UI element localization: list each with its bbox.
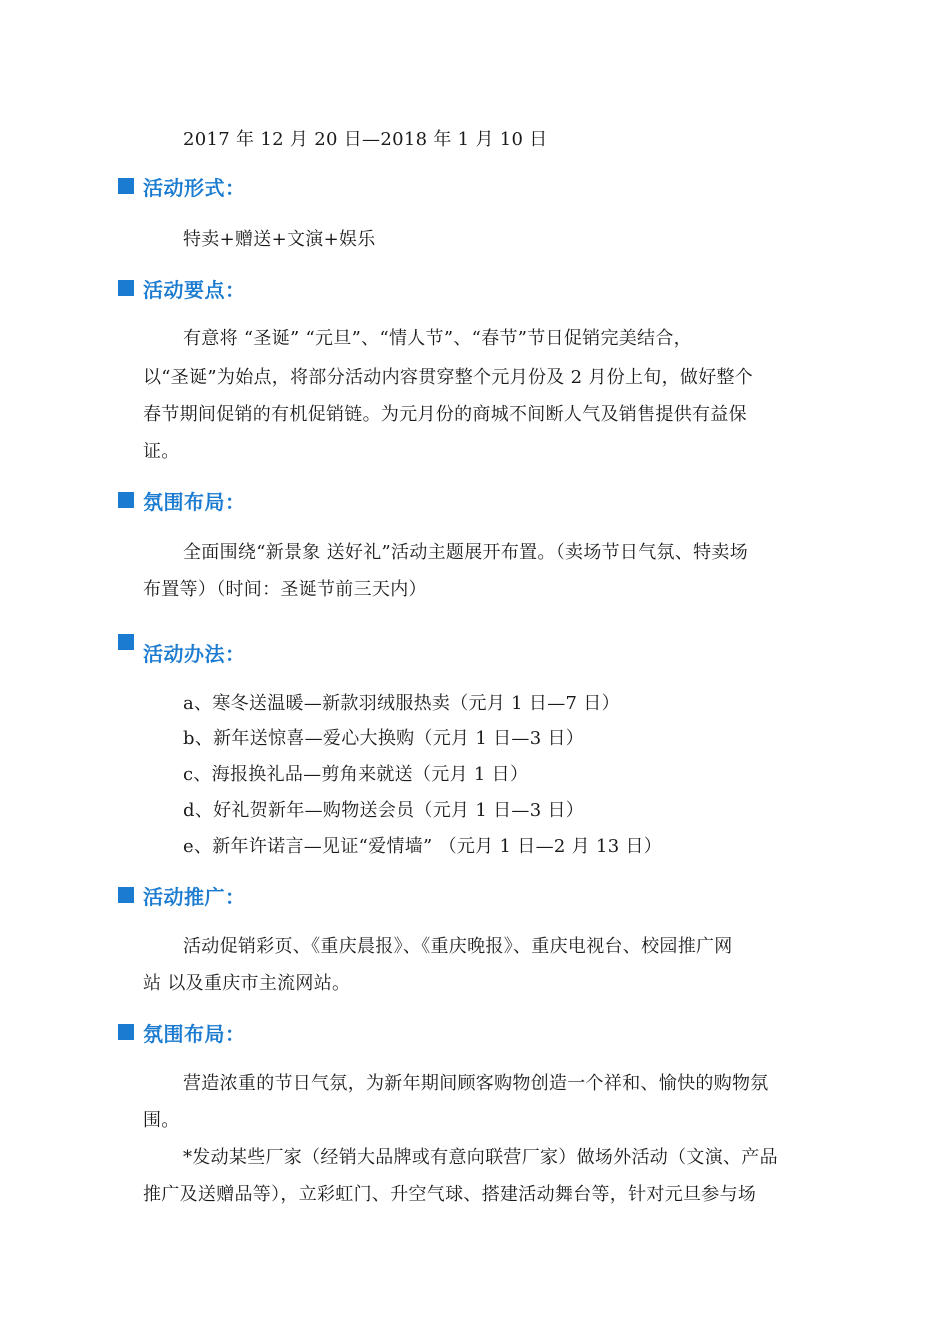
list-item: b、新年送惊喜—爱心大换购（元月 1 日—3 日） bbox=[183, 728, 585, 749]
list-item: a、寒冬送温暖—新款羽绒服热卖（元月 1 日—7 日） bbox=[183, 693, 620, 714]
section-title: 活动形式： bbox=[143, 175, 246, 200]
section-text-line: 布置等）（时间：圣诞节前三天内） bbox=[143, 579, 427, 600]
section-text-line: *发动某些厂家（经销大品牌或有意向联营厂家）做场外活动（文演、产品 bbox=[183, 1147, 778, 1168]
square-bullet-icon bbox=[118, 887, 134, 903]
square-bullet-icon bbox=[118, 280, 134, 296]
square-bullet-icon bbox=[118, 178, 134, 194]
section-text-line: 证。 bbox=[143, 441, 180, 462]
square-bullet-icon bbox=[118, 1024, 134, 1040]
section-title: 活动推广： bbox=[143, 884, 246, 909]
section-title: 氛围布局： bbox=[143, 1021, 246, 1046]
list-item: e、新年许诺言—见证“爱情墙” （元月 1 日—2 月 13 日） bbox=[183, 836, 663, 857]
section-title: 活动要点： bbox=[143, 277, 246, 302]
section-heading-activity-methods bbox=[118, 638, 246, 666]
section-text-line: 以“圣诞”为始点，将部分活动内容贯穿整个元月份及 2 月份上旬，做好整个 bbox=[143, 367, 754, 388]
section-text-line: 春节期间促销的有机促销链。为元月份的商城不间断人气及销售提供有益保 bbox=[143, 404, 747, 425]
section-heading-activity-points bbox=[118, 274, 246, 302]
section-text-line: 活动促销彩页、《重庆晨报》、《重庆晚报》、重庆电视台、校园推广网 bbox=[183, 936, 733, 957]
section-heading-activity-promotion bbox=[118, 881, 246, 909]
list-item: d、好礼贺新年—购物送会员（元月 1 日—3 日） bbox=[183, 800, 585, 821]
square-bullet-icon bbox=[118, 634, 134, 650]
section-text-line: 有意将 “圣诞” “元旦”、“情人节”、“春节”节日促销完美结合， bbox=[183, 328, 692, 349]
section-text-line: 特卖+赠送+文演+娱乐 bbox=[183, 229, 376, 250]
section-heading-atmosphere-layout-2 bbox=[118, 1018, 246, 1046]
section-heading-atmosphere-layout bbox=[118, 486, 246, 514]
section-title: 氛围布局： bbox=[143, 489, 246, 514]
section-text-line: 全面围绕“新景象 送好礼”活动主题展开布置。（卖场节日气氛、特卖场 bbox=[183, 542, 749, 563]
square-bullet-icon bbox=[118, 492, 134, 508]
date-range: 2017 年 12 月 20 日—2018 年 1 月 10 日 bbox=[183, 129, 548, 150]
section-heading-activity-form bbox=[118, 172, 246, 200]
section-text-line: 站 以及重庆市主流网站。 bbox=[143, 973, 351, 994]
list-item: c、海报换礼品—剪角来就送（元月 1 日） bbox=[183, 764, 529, 785]
section-title: 活动办法： bbox=[143, 641, 246, 666]
section-text-line: 营造浓重的节日气氛，为新年期间顾客购物创造一个祥和、愉快的购物氛 bbox=[183, 1073, 769, 1094]
section-text-line: 推广及送赠品等），立彩虹门、升空气球、搭建活动舞台等，针对元旦参与场 bbox=[143, 1184, 757, 1205]
section-text-line: 围。 bbox=[143, 1110, 180, 1131]
